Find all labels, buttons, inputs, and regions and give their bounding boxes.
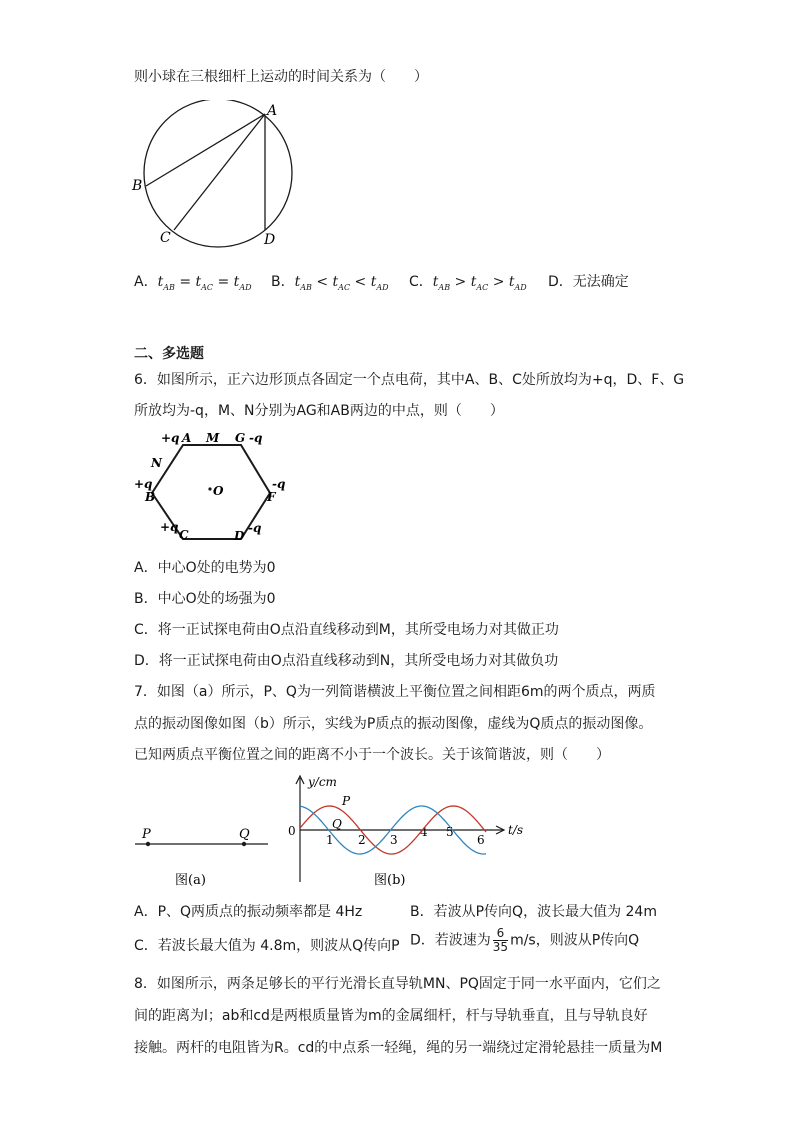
tick-label-4: 4: [420, 825, 428, 839]
section-title: 二、多选题: [134, 346, 204, 362]
label-a: A: [182, 431, 192, 445]
caption-b: 图(b): [374, 873, 406, 888]
y-label: y/cm: [308, 775, 337, 789]
rod-ab: [146, 114, 265, 186]
label-o: O: [213, 484, 224, 498]
q6-option-a[interactable]: A．中心O处的电势为0: [134, 560, 276, 576]
point-q: [242, 842, 246, 846]
q7-option-d[interactable]: D．若波速为 $\frac{6}{35}$ m/s，则波从P传向Q: [410, 926, 640, 954]
label-b: B: [145, 490, 156, 504]
q6-option-d[interactable]: D．将一正试探电荷由O点沿直线移动到N，其所受电场力对其做负功: [134, 653, 559, 669]
center-point: [208, 487, 211, 490]
x-label: t/s: [508, 823, 524, 837]
label-q: Q: [239, 827, 250, 842]
q7-option-a[interactable]: A．P、Q两质点的振动频率都是 4Hz: [134, 904, 363, 920]
label-c: C: [179, 528, 189, 542]
q7-line3: 已知两质点平衡位置之间的距离不小于一个波长。关于该简谐波，则（ ）: [134, 747, 610, 763]
label-m: M: [206, 431, 220, 445]
q8-line3: 接触。两杆的电阻皆为R。cd的中点系一轻绳，绳的另一端绕过定滑轮悬挂一质量为M: [134, 1040, 663, 1056]
q6-line2: 所放均为-q，M、N分别为AG和AB两边的中点，则（ ）: [134, 403, 504, 419]
label-f: F: [267, 490, 276, 504]
q6-option-c[interactable]: C．将一正试探电荷由O点沿直线移动到M，其所受电场力对其做正功: [134, 622, 559, 638]
q5-option-b[interactable]: B．$t_{AB} < t_{AC} < t_{AD}$: [271, 274, 389, 292]
label-b: B: [132, 178, 143, 194]
q7-figure-a: [130, 820, 275, 890]
q5-option-a[interactable]: A．$t_{AB} = t_{AC} = t_{AD}$: [134, 274, 252, 292]
q6-option-b[interactable]: B．中心O处的场强为0: [134, 591, 276, 607]
q6-hexagon-figure: [130, 425, 290, 545]
origin-label: 0: [288, 824, 296, 838]
charge-g: -q: [249, 431, 263, 445]
q8-line2: 间的距离为l；ab和cd是两根质量皆为m的金属细杆，杆与导轨垂直，且与导轨良好: [134, 1008, 648, 1024]
label-d: D: [234, 529, 245, 543]
charge-b: +q: [134, 477, 153, 491]
charge-d: -q: [248, 521, 262, 535]
q5-stem: 则小球在三根细杆上运动的时间关系为（ ）: [134, 69, 428, 85]
label-d: D: [264, 232, 276, 248]
tick-label-3: 3: [390, 833, 398, 847]
q8-line1: 8．如图所示，两条足够长的平行光滑长直导轨MN、PQ固定于同一水平面内，它们之: [134, 976, 661, 992]
charge-f: -q: [272, 477, 286, 491]
label-g: G: [235, 431, 246, 445]
curve-label-q: Q: [332, 817, 342, 831]
q7-line2: 点的振动图像如图（b）所示，实线为P质点的振动图像，虚线为Q质点的振动图像。: [134, 716, 653, 732]
caption-a: 图(a): [175, 873, 206, 888]
q5-option-d[interactable]: D．无法确定: [548, 274, 629, 290]
label-c: C: [160, 230, 171, 246]
tick-label-2: 2: [358, 833, 366, 847]
curve-label-p: P: [342, 794, 351, 808]
tick-label-5: 5: [446, 825, 454, 839]
q5-circle-figure: [128, 100, 308, 260]
tick-label-6: 6: [477, 833, 485, 847]
rod-ac: [174, 114, 265, 230]
charge-c: +q: [160, 520, 179, 534]
label-n: N: [151, 456, 162, 470]
q7-option-b[interactable]: B．若波从P传向Q，波长最大值为 24m: [410, 904, 657, 920]
fraction: $\frac{6}{35}$: [492, 926, 509, 954]
label-p: P: [142, 827, 151, 842]
point-p: [146, 842, 150, 846]
q5-option-c[interactable]: C．$t_{AB} > t_{AC} > t_{AD}$: [409, 274, 527, 292]
label-a: A: [267, 103, 278, 119]
q7-option-c[interactable]: C．若波长最大值为 4.8m，则波从Q传向P: [134, 938, 400, 954]
q6-line1: 6．如图所示，正六边形顶点各固定一个点电荷，其中A、B、C处所放均为+q，D、F、G: [134, 372, 685, 388]
q7-figure-b: [282, 772, 532, 892]
tick-label-1: 1: [326, 833, 334, 847]
charge-a: +q: [161, 431, 180, 445]
q7-line1: 7．如图（a）所示，P、Q为一列简谐横波上平衡位置之间相距6m的两个质点，两质: [134, 684, 656, 700]
